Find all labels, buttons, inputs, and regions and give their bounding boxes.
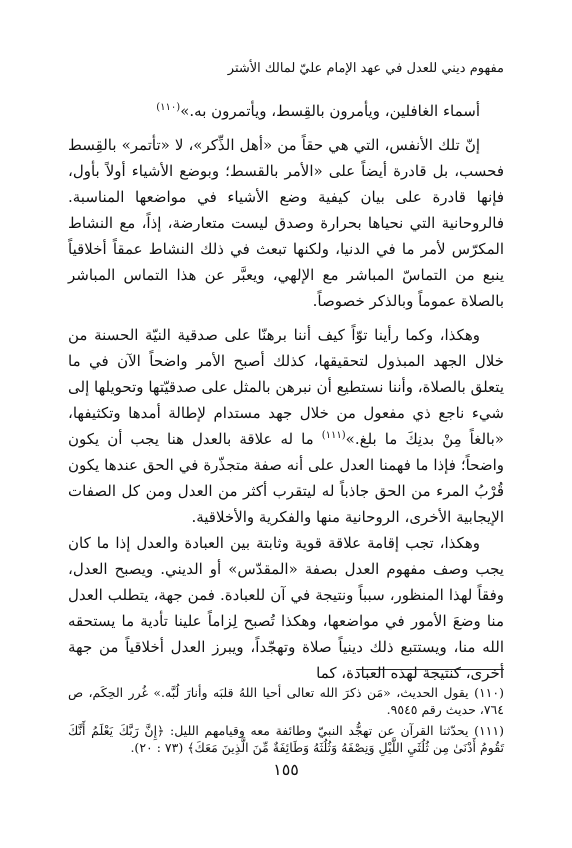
page-number: ١٥٥ xyxy=(273,760,299,779)
running-header: مفهوم ديني للعدل في عهد الإمام عليّ لمالك الأشتر xyxy=(227,61,504,76)
paragraph-text: إنّ تلك الأنفس، التي هي حقاً من «أهل الذِّكر»، لا «تأتمر» بالقِسط فحسب، بل قادرة أيضاً على «الأمر بالقسط؛ وبوضع الأشياء أولاً بأول، فإنها قادرة على بيان كيفية وضع الأشياء في مواضعها المناسبة. فالروحانية التي نحياها بحرارة وصدق ليست متعارضة، إذاً، مع النشاط المكرّس لأمر ما في الدنيا، ولكنها تبعث في ذلك النشاط عمقاً أخلاقياً ينبع من التماسّ المباشر مع الإلهي، ويعبَّر عن هذا التماس المباشر بالصلاة عموماً وبالذكر خصوصاً. xyxy=(68,136,504,310)
paragraph-text: أسماء الغافلين، ويأمرون بالقِسط، ويأتمرون به.» xyxy=(180,102,480,120)
footnote: (١١١) يحدّثنا القرآن عن تهجُّد النبيّ وطائفة معه وقيامهم الليل: ﴿إِنَّ رَبَّكَ يَعْلَمُ أَنَّكَ تَقُومُ أَدْنَىٰ مِن ثُلُثَيِ اللَّيْلِ وَنِصْفَهُ وَثُلُثَهُ وَطَائِفَةٌ مِّنَ الَّذِينَ مَعَكَ﴾ (٧٣ : ٢٠). xyxy=(68,723,504,755)
footnotes xyxy=(68,684,504,760)
paragraph-text: وهكذا، تجب إقامة علاقة قوية وثابتة بين العبادة والعدل إذا ما كان يجب وصف مفهوم العدل بصفة «المقدّس» أو الديني. ويصبح العدل، وفقاً لهذا المنظور، سبباً ونتيجة في آن للعبادة. فمن جهة، يتطلب العدل منا وضعَ الأمور في مواضعها، وهكذا تُصبح لِزاماً علينا تأدية ما يستحقه الله منا، ويستتبع ذلك دينياً صلاة وتهجّداً، ويبرز العدل أخلاقياً من جهة أخرى، كنتيجة لهذه العبادة، كما xyxy=(68,534,504,682)
paragraph xyxy=(68,530,504,686)
paragraph xyxy=(68,98,504,124)
paragraph-text-continued: ما له علاقة بالعدل هنا يجب أن يكون واضحاً؛ فإذا ما فهمنا العدل على أنه صفة متجذّرة في الحق عندها يكون قُرْبُ المرء من الحق جاذباً له ليتقرب أكثر من العدل ومن كل الصفات الإيجابية الأخرى، الروحانية منها والفكرية والأخلاقية. xyxy=(68,430,504,526)
paragraph xyxy=(68,132,504,314)
footnote-ref: (١١١) xyxy=(321,430,346,441)
footnote-ref: (١١٠) xyxy=(156,102,181,113)
footnote-separator xyxy=(356,669,504,670)
footnote: (١١٠) يقول الحديث، «مَن ذكرَ الله تعالى أحيا اللهُ قلبَه وأنارَ لُبَّه.» غُرر الحِكَم، ص ٧٦٤، حديث رقم ٩٥٤٥. xyxy=(68,685,504,717)
paragraph-text: وهكذا، وكما رأينا توّاً كيف أننا برهنّا على صدقية النيّة الحسنة من خلال الجهد المبذول لتحقيقها، كذلك أصبح الأمر واضحاً الآن في ما يتعلق بالصلاة، وأننا نستطيع أن نبرهن بالمثل على صدقيّتها وتحويلها إلى شيء ناجع ذي مفعول من خلال جهد مستدام لإطالة أمدها وتكثيفها، «بالغاً مِنْ بدنِكَ ما بلغ.» xyxy=(68,326,504,448)
body-text xyxy=(68,98,504,686)
paragraph xyxy=(68,322,504,530)
